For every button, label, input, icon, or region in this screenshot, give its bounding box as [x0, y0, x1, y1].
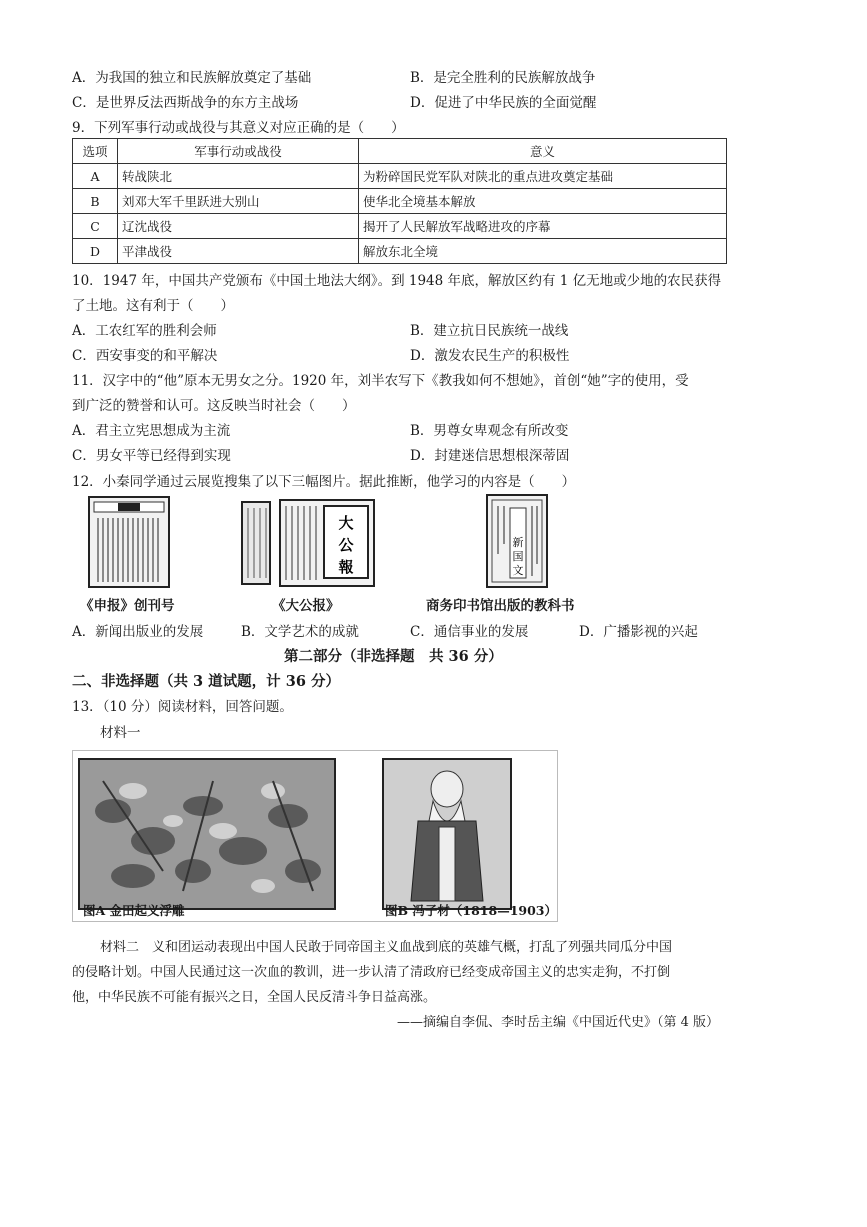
q10-options-row-1 [72, 319, 732, 339]
material-two-line-2: 的侵略计划。中国人民通过这一次血的教训，进一步认清了清政府已经变成帝国主义的忠实走狗，不打倒 [72, 965, 671, 980]
q9-stem: 9．下列军事行动或战役与其意义对应正确的是（ ） [72, 120, 405, 136]
table-row[interactable] [73, 189, 727, 214]
table-cell-option: D [73, 239, 118, 264]
table-cell-meaning: 揭开了人民解放军战略进攻的序幕 [359, 214, 727, 239]
part-two-title: 第二部分（非选择题 共 36 分） [284, 648, 503, 665]
shenbao-caption: 《申报》创刊号 [80, 598, 175, 614]
jintian-relief-image [73, 751, 557, 921]
q11-stem-line-1: 11．汉字中的“他”原本无男女之分。1920 年，刘半农写下《教我如何不想她》，首创“她”字的使用，受 [72, 373, 689, 389]
textbook-image [486, 494, 548, 588]
q11-option-c[interactable]: C．男女平等已经得到实现 [72, 448, 231, 464]
table-cell-meaning: 为粉碎国民党军队对陕北的重点进攻奠定基础 [359, 164, 727, 189]
q8-option-a[interactable]: A．为我国的独立和民族解放奠定了基础 [72, 70, 312, 86]
table-row[interactable] [73, 214, 727, 239]
q9-table [72, 138, 727, 264]
q11-option-a[interactable]: A．君主立宪思想成为主流 [72, 423, 231, 439]
shenbao-newspaper-image [88, 496, 170, 588]
table-cell-action: 平津战役 [118, 239, 359, 264]
material-two-line-3: 他，中华民族不可能有振兴之日，全国人民反清斗争日益高涨。 [72, 990, 437, 1005]
q12-option-c[interactable]: C．通信事业的发展 [410, 624, 529, 640]
table-cell-action: 转战陕北 [118, 164, 359, 189]
q12-option-a[interactable]: A．新闻出版业的发展 [72, 624, 204, 640]
q12-option-d[interactable]: D．广播影视的兴起 [579, 624, 698, 640]
image-a-caption: 图A 金田起义浮雕 [83, 903, 185, 918]
table-cell-option: B [73, 189, 118, 214]
material-one-label: 材料一 [100, 725, 141, 741]
table-header-row [73, 139, 727, 164]
table-header-option: 选项 [73, 139, 118, 164]
q10-option-c[interactable]: C．西安事变的和平解决 [72, 348, 218, 364]
q11-options-row-2 [72, 444, 732, 464]
q8-option-b[interactable]: B．是完全胜利的民族解放战争 [410, 70, 596, 86]
q13-stem: 13．（10 分）阅读材料，回答问题。 [72, 699, 293, 715]
table-header-action: 军事行动或战役 [118, 139, 359, 164]
q10-options-row-2 [72, 344, 732, 364]
table-header-meaning: 意义 [359, 139, 727, 164]
table-cell-option: A [73, 164, 118, 189]
q11-options-row-1 [72, 419, 732, 439]
q10-option-b[interactable]: B．建立抗日民族统一战线 [410, 323, 569, 339]
q12-stem: 12．小秦同学通过云展览搜集了以下三幅图片。据此推断，他学习的内容是（ ） [72, 474, 576, 490]
q8-options-row-1 [72, 66, 732, 86]
q8-option-d[interactable]: D．促进了中华民族的全面觉醒 [410, 95, 597, 111]
q8-option-c[interactable]: C．是世界反法西斯战争的东方主战场 [72, 95, 299, 111]
dagongbao-caption: 《大公报》 [272, 598, 340, 614]
table-cell-option: C [73, 214, 118, 239]
q10-option-a[interactable]: A．工农红军的胜利会师 [72, 323, 217, 339]
q10-stem-line-2: 了土地。这有利于（ ） [72, 298, 234, 314]
material-one-images [72, 750, 558, 922]
svg-text:報: 報 [338, 558, 354, 576]
table-cell-meaning: 解放东北全境 [359, 239, 727, 264]
q12-option-b[interactable]: B．文学艺术的成就 [241, 624, 359, 640]
table-cell-action: 刘邓大军千里跃进大别山 [118, 189, 359, 214]
svg-text:文: 文 [512, 564, 524, 577]
material-two-line-1: 材料二 义和团运动表现出中国人民敢于同帝国主义血战到底的英雄气概，打乱了列强共同瓜分中国 [100, 940, 673, 955]
table-row[interactable] [73, 164, 727, 189]
dagongbao-newspaper-image [240, 498, 376, 588]
q12-options-row [72, 620, 792, 640]
table-row[interactable] [73, 239, 727, 264]
svg-text:国: 国 [512, 550, 524, 563]
q10-option-d[interactable]: D．激发农民生产的积极性 [410, 348, 570, 364]
q10-stem-line-1: 10．1947 年，中国共产党颁布《中国土地法大纲》。到 1948 年底，解放区约有 1 亿无地或少地的农民获得 [72, 273, 722, 289]
table-cell-meaning: 使华北全境基本解放 [359, 189, 727, 214]
q11-option-b[interactable]: B．男尊女卑观念有所改变 [410, 423, 569, 439]
svg-text:新: 新 [512, 536, 524, 549]
q8-options-row-2 [72, 91, 732, 111]
section-two-heading: 二、非选择题（共 3 道试题，计 36 分） [72, 673, 340, 690]
table-cell-action: 辽沈战役 [118, 214, 359, 239]
svg-text:大: 大 [338, 514, 354, 532]
q11-stem-line-2: 到广泛的赞誉和认可。这反映当时社会（ ） [72, 398, 356, 414]
textbook-caption: 商务印书馆出版的教科书 [426, 598, 575, 614]
svg-text:公: 公 [338, 536, 354, 554]
image-b-caption: 图B 冯子材（1818—1903） [385, 903, 557, 918]
material-two-source: ——摘编自李侃、李时岳主编《中国近代史》（第 4 版） [396, 1015, 719, 1030]
q11-option-d[interactable]: D．封建迷信思想根深蒂固 [410, 448, 570, 464]
